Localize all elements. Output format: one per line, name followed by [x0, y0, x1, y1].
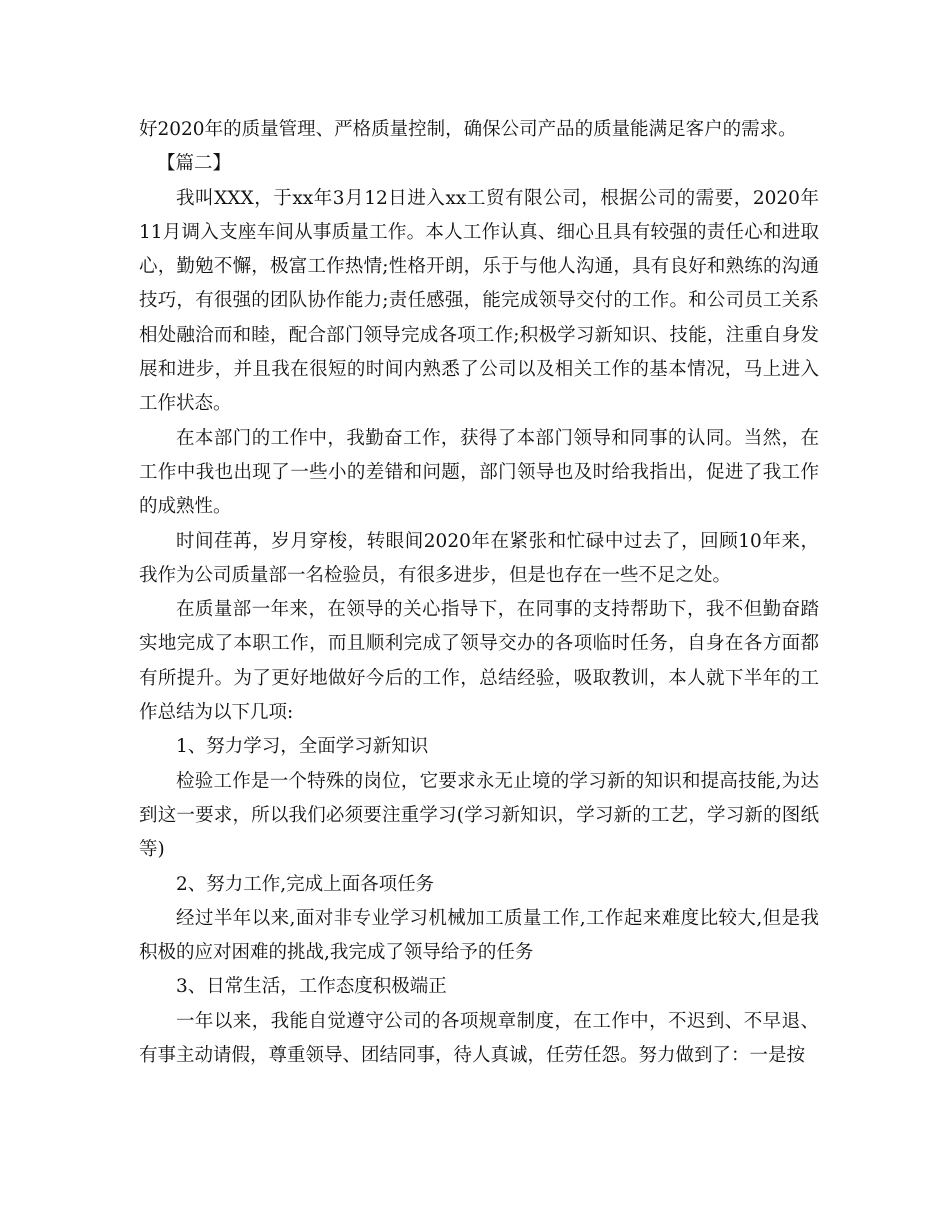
list-heading-3: 3、日常生活，工作态度积极端正	[176, 976, 447, 998]
paragraph-summary: 在质量部一年来，在领导的关心指导下，在同事的支持帮助下，我不但勤奋踏实地完成了本职工作，而且顺利完成了领导交办的各项临时任务，自身在各方面都有所提升。为了更好地做好今后的工作，总结经验，吸取教训，本人就下半年的工作总结为以下几项:	[139, 599, 819, 724]
paragraph-attitude: 一年以来，我能自觉遵守公司的各项规章制度，在工作中，不迟到、不早退、有事主动请假，尊重领导、团结同事，待人真诚，任劳任怨。努力做到了：一是按	[139, 1010, 819, 1067]
paragraph-department: 在本部门的工作中，我勤奋工作，获得了本部门领导和同事的认同。当然，在工作中我也出现了一些小的差错和问题，部门领导也及时给我指出，促进了我工作的成熟性。	[139, 427, 819, 518]
paragraph-work: 经过半年以来,面对非专业学习机械加工质量工作,工作起来难度比较大,但是我积极的应对困难的挑战,我完成了领导给予的任务	[139, 907, 819, 964]
section-heading: 【篇二】	[157, 153, 232, 175]
list-heading-2: 2、努力工作,完成上面各项任务	[176, 873, 435, 895]
paragraph-study: 检验工作是一个特殊的岗位，它要求永无止境的学习新的知识和提高技能,为达到这一要求，所以我们必须要注重学习(学习新知识，学习新的工艺，学习新的图纸等)	[139, 770, 819, 861]
paragraph-intro: 我叫XXX，于xx年3月12日进入xx工贸有限公司，根据公司的需要，2020年11月调入支座车间从事质量工作。本人工作认真、细心且具有较强的责任心和进取心，勤勉不懈，极富工作热情;性格开朗，乐于与他人沟通，具有良好和熟练的沟通技巧，有很强的团队协作能力;责任感强，能完成领导交付的工作。和公司员工关系相处融洽而和睦，配合部门领导完成各项工作;积极学习新知识、技能，注重自身发展和进步，并且我在很短的时间内熟悉了公司以及相关工作的基本情况，马上进入工作状态。	[139, 187, 819, 415]
list-heading-1: 1、努力学习，全面学习新知识	[176, 736, 429, 758]
paragraph-continuation: 好2020年的质量管理、严格质量控制，确保公司产品的质量能满足客户的需求。	[139, 119, 797, 140]
document-body	[139, 113, 819, 1073]
paragraph-review: 时间荏苒，岁月穿梭，转眼间2020年在紧张和忙碌中过去了，回顾10年来，我作为公司质量部一名检验员，有很多进步，但是也存在一些不足之处。	[139, 530, 819, 586]
